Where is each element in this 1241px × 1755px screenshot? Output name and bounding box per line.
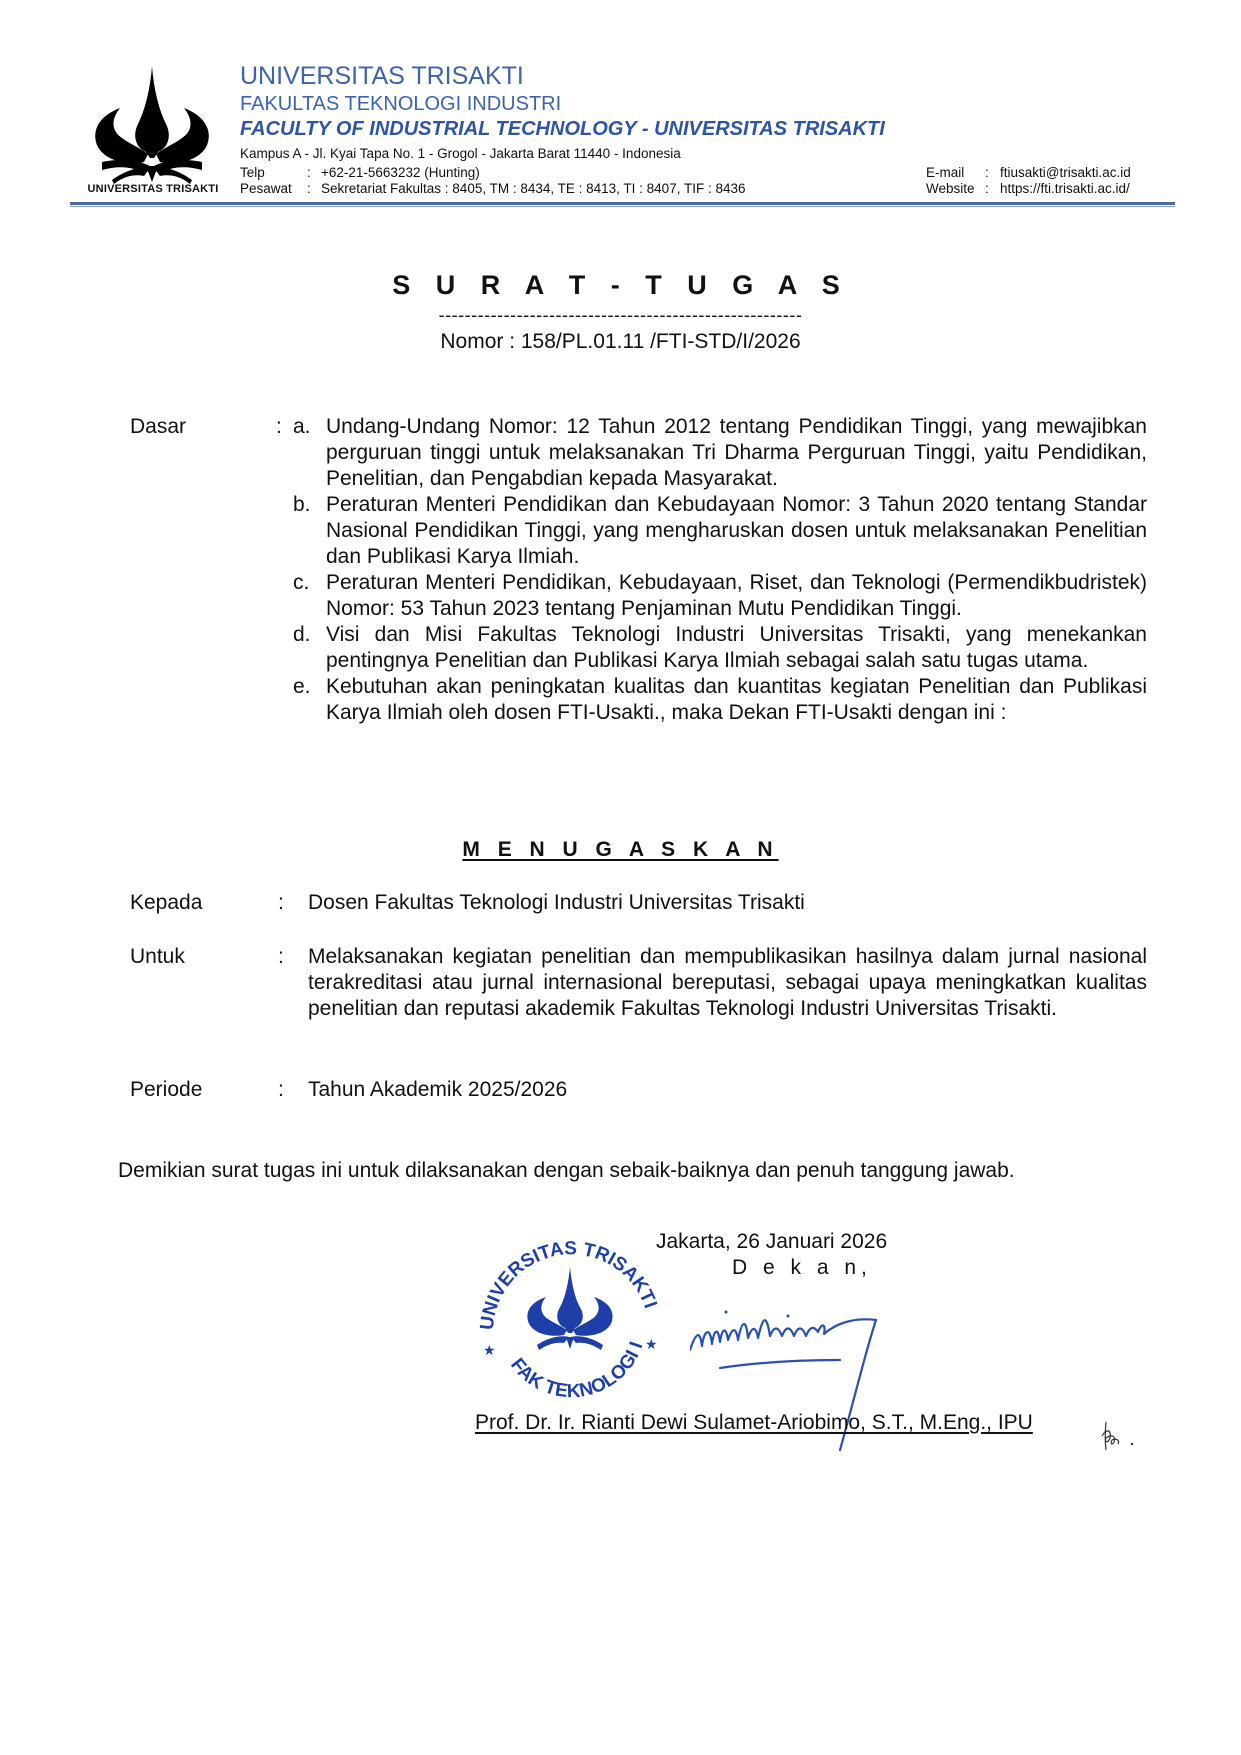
periode-value: Tahun Akademik 2025/2026 (308, 1078, 568, 1101)
pesawat-value: Sekretariat Fakultas : 8405, TM : 8434, TE : 8413, TI : 8407, TIF : 8436 (321, 181, 746, 196)
kepada-colon: : (278, 891, 284, 914)
place-date: Jakarta, 26 Januari 2026 (656, 1230, 888, 1253)
trisakti-emblem-icon (82, 62, 222, 187)
menugaskan-heading (0, 838, 1241, 862)
dasar-list (293, 414, 1147, 726)
svg-text:★: ★ (483, 1342, 496, 1358)
stamp-seal-icon (465, 1215, 675, 1425)
document-title: S U R A T - T U G A S (392, 270, 849, 300)
item-text: Peraturan Menteri Pendidikan, Kebudayaan, Riset, dan Teknologi (Permendikbudristek) Nomor: 53 Tahun 2023 tentang Penjaminan Mutu Pendidikan Tinggi. (326, 571, 1147, 620)
untuk-colon: : (278, 945, 284, 968)
address: Kampus A - Jl. Kyai Tapa No. 1 - Grogol - Jakarta Barat 11440 - Indonesia (240, 146, 681, 161)
item-marker: e. (293, 675, 311, 698)
faculty-name-english: FACULTY OF INDUSTRIAL TECHNOLOGY - UNIVERSITAS TRISAKTI (240, 118, 885, 140)
paraf-icon (1100, 1418, 1140, 1452)
logo-caption: UNIVERSITAS TRISAKTI (87, 183, 219, 195)
item-text: Peraturan Menteri Pendidikan dan Kebudayaan Nomor: 3 Tahun 2020 tentang Standar Nasional Pendidikan Tinggi, yang mengharuskan dosen untuk melaksanakan Penelitian dan Publikasi Karya Ilmiah. (326, 493, 1147, 568)
periode-colon: : (278, 1078, 284, 1101)
item-marker: d. (293, 623, 311, 646)
signer-position: D e k a n, (732, 1256, 872, 1279)
website-label: Website (926, 181, 975, 196)
pesawat-label: Pesawat (240, 181, 292, 196)
menugaskan-text: M E N U G A S K A N (462, 838, 779, 861)
dasar-label: Dasar (130, 415, 187, 438)
university-name: UNIVERSITAS TRISAKTI (240, 62, 524, 90)
website-separator: : (985, 181, 989, 196)
university-logo (82, 62, 222, 202)
faculty-name: FAKULTAS TEKNOLOGI INDUSTRI (240, 93, 562, 115)
email-separator: : (985, 165, 989, 180)
pesawat-separator: : (307, 181, 311, 196)
telp-label: Telp (240, 165, 265, 180)
item-marker: c. (293, 571, 310, 594)
email-value[interactable]: ftiusakti@trisakti.ac.id (1000, 165, 1131, 180)
periode-label: Periode (130, 1078, 203, 1101)
item-text: Undang-Undang Nomor: 12 Tahun 2012 tentang Pendidikan Tinggi, yang mewajibkan perguruan tinggi untuk melaksanakan Tri Dharma Perguruan Tinggi, yaitu Pendidikan, Penelitian, dan Pengabdian kepada Masyarakat. (326, 415, 1147, 490)
header-rule (70, 202, 1175, 205)
kepada-value: Dosen Fakultas Teknologi Industri Universitas Trisakti (308, 891, 805, 914)
document-number: Nomor : 158/PL.01.11 /FTI-STD/I/2026 (440, 330, 801, 353)
svg-text:FAK TEKNOLOGI INDUSTRI: FAK TEKNOLOGI I (506, 1339, 648, 1403)
title-divider: -------------------------------------------------------- (438, 305, 803, 325)
untuk-label: Untuk (130, 945, 185, 968)
website-value[interactable]: https://fti.trisakti.ac.id/ (1000, 181, 1130, 196)
signer-name: Prof. Dr. Ir. Rianti Dewi Sulamet-Ariobimo, S.T., M.Eng., IPU (475, 1411, 1033, 1434)
kepada-label: Kepada (130, 891, 203, 914)
dasar-item-b (293, 492, 1147, 570)
header-rule-thin (70, 206, 1175, 207)
untuk-value: Melaksanakan kegiatan penelitian dan mempublikasikan hasilnya dalam jurnal nasional terakreditasi atau jurnal internasional bereputasi, sebagai upaya meningkatkan kualitas penelitian dan reputasi akademik Fakultas Teknologi Industri Universitas Trisakti. (308, 945, 1147, 1020)
item-text: Visi dan Misi Fakultas Teknologi Industri Universitas Trisakti, yang menekankan pentingnya Penelitian dan Publikasi Karya Ilmiah sebagai salah satu tugas utama. (326, 623, 1147, 672)
item-marker: b. (293, 493, 311, 516)
telp-separator: : (307, 165, 311, 180)
dasar-item-a (293, 414, 1147, 492)
item-marker: a. (293, 415, 311, 438)
dasar-colon: : (276, 415, 282, 438)
dasar-item-e (293, 674, 1147, 726)
closing-statement: Demikian surat tugas ini untuk dilaksanakan dengan sebaik-baiknya dan penuh tanggung jawab. (118, 1159, 1015, 1182)
telp-value: +62-21-5663232 (Hunting) (321, 165, 480, 180)
initials-paraf (1100, 1418, 1140, 1452)
item-text: Kebutuhan akan peningkatan kualitas dan kuantitas kegiatan Penelitian dan Publikasi Karya Ilmiah oleh dosen FTI-Usakti., maka Dekan FTI-Usakti dengan ini : (326, 675, 1147, 724)
dasar-item-d (293, 622, 1147, 674)
dasar-item-c (293, 570, 1147, 622)
svg-text:UNIVERSITAS TRISAKTI JAKARTA: UNIVERSITAS TRISAKTI (476, 1238, 661, 1331)
svg-text:★: ★ (645, 1336, 658, 1352)
email-label: E-mail (926, 165, 965, 180)
faculty-stamp (465, 1215, 675, 1425)
